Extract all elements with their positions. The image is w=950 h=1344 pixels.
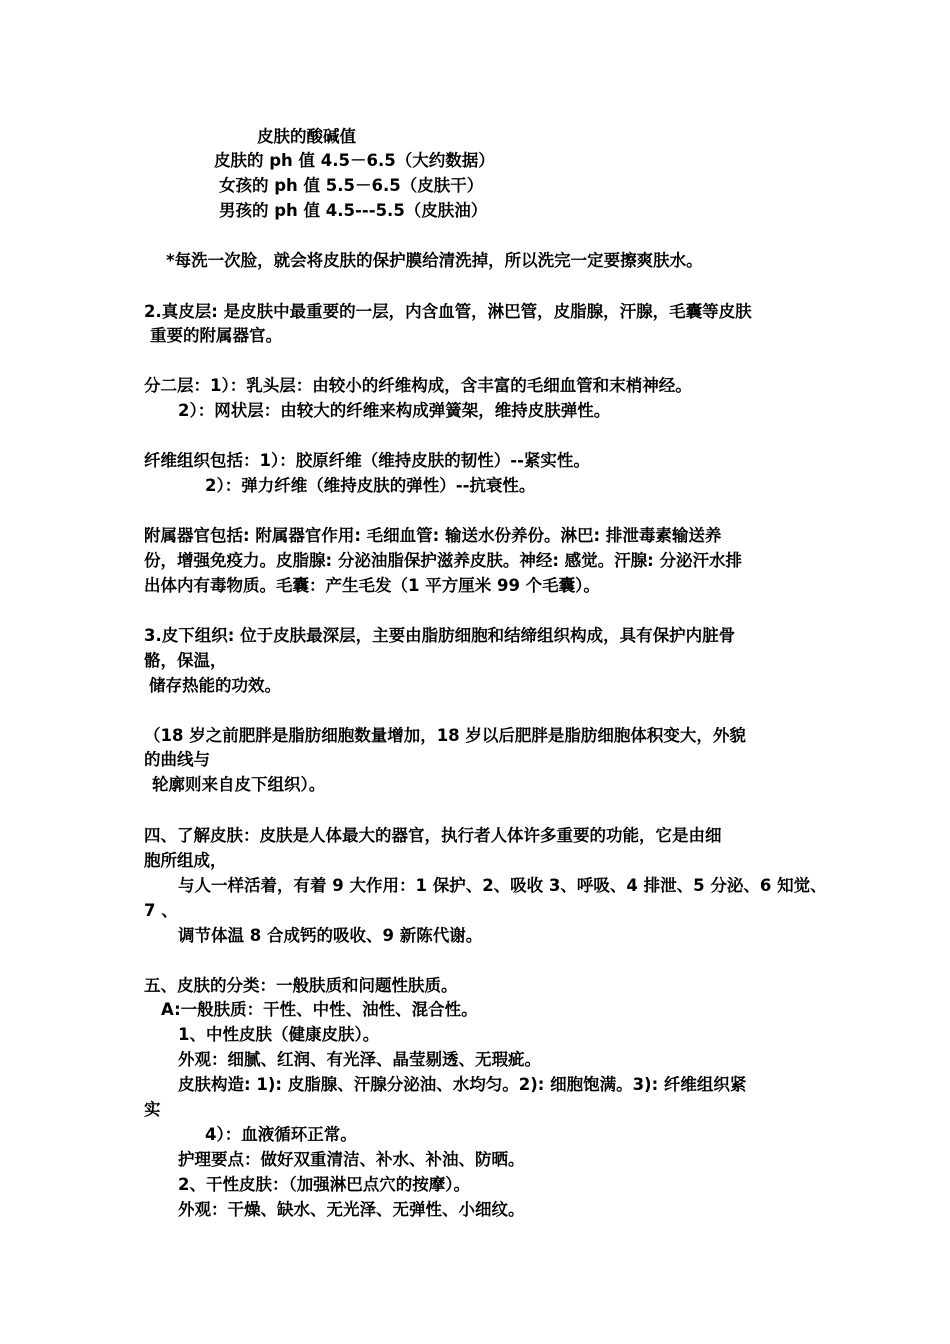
text-line: 调节体温 8 合成钙的吸收、9 新陈代谢。 (178, 926, 483, 945)
text-line: 皮肤构造: 1): 皮脂腺、汗腺分泌油、水均匀。2): 细胞饱满。3): 纤维组织紧 (178, 1075, 747, 1094)
text-line: 份，增强免疫力。皮脂腺: 分泌油脂保护滋养皮肤。神经: 感觉。汗腺: 分泌汗水排 (144, 551, 743, 570)
text-line: 重要的附属器官。 (150, 326, 282, 345)
section-heading: 2.真皮层: 是皮肤中最重要的一层，内含血管，淋巴管，皮脂腺，汗腺，毛囊等皮肤 (144, 302, 752, 321)
text-line: 男孩的 ph 值 4.5---5.5（皮肤油） (219, 201, 488, 220)
text-line: 附属器官包括: 附属器官作用: 毛细血管: 输送水份养份。淋巴: 排泄毒素输送养 (144, 526, 722, 545)
text-line: 纤维组织包括：1）：胶原纤维（维持皮肤的韧性）--紧实性。 (144, 451, 590, 470)
text-line: A:一般肤质：干性、中性、油性、混合性。 (161, 1000, 478, 1019)
text-line: 实 (144, 1100, 161, 1119)
text-line: 护理要点：做好双重清洁、补水、补油、防晒。 (178, 1150, 525, 1169)
text-line: 出体内有毒物质。毛囊：产生毛发（1 平方厘米 99 个毛囊）。 (144, 576, 600, 595)
text-line: *每洗一次脸，就会将皮肤的保护膜给清洗掉，所以洗完一定要擦爽肤水。 (166, 251, 703, 270)
text-line: 2、干性皮肤：（加强淋巴点穴的按摩）。 (178, 1175, 470, 1194)
text-line: 骼，保温， (144, 651, 227, 670)
section-heading: 3.皮下组织: 位于皮肤最深层，主要由脂肪细胞和结缔组织构成，具有保护内脏骨 (144, 626, 736, 645)
text-line: 皮肤的 ph 值 4.5－6.5（大约数据） (214, 151, 495, 170)
text-line: 2）：弹力纤维（维持皮肤的弹性）--抗衰性。 (205, 476, 536, 495)
text-line: 外观：细腻、红润、有光泽、晶莹剔透、无瑕疵。 (178, 1050, 541, 1069)
text-line: 外观：干燥、缺水、无光泽、无弹性、小细纹。 (178, 1200, 525, 1219)
text-line: 胞所组成， (144, 851, 227, 870)
text-line: 分二层：1）：乳头层：由较小的纤维构成，含丰富的毛细血管和末梢神经。 (144, 376, 692, 395)
text-line: 轮廓则来自皮下组织）。 (152, 775, 326, 794)
text-line: 2）：网状层：由较大的纤维来构成弹簧架，维持皮肤弹性。 (178, 401, 611, 420)
text-line: 与人一样活着，有着 9 大作用：1 保护、2、吸收 3、呼吸、4 排泄、5 分泌、6 知觉、 (178, 876, 827, 895)
text-line: 储存热能的功效。 (149, 676, 281, 695)
text-line: 的曲线与 (144, 750, 210, 769)
text-line: 1、中性皮肤（健康皮肤）。 (178, 1025, 380, 1044)
text-line: 7 、 (144, 901, 178, 920)
heading-ph: 皮肤的酸碱值 (257, 127, 356, 146)
section-heading: 四、了解皮肤：皮肤是人体最大的器官，执行者人体许多重要的功能，它是由细 (144, 826, 722, 845)
text-line: 4）：血液循环正常。 (205, 1125, 357, 1144)
text-line: （18 岁之前肥胖是脂肪细胞数量增加，18 岁以后肥胖是脂肪细胞体积变大，外貌 (144, 726, 746, 745)
text-line: 女孩的 ph 值 5.5－6.5（皮肤干） (219, 176, 484, 195)
section-heading: 五、皮肤的分类：一般肤质和问题性肤质。 (144, 976, 458, 995)
